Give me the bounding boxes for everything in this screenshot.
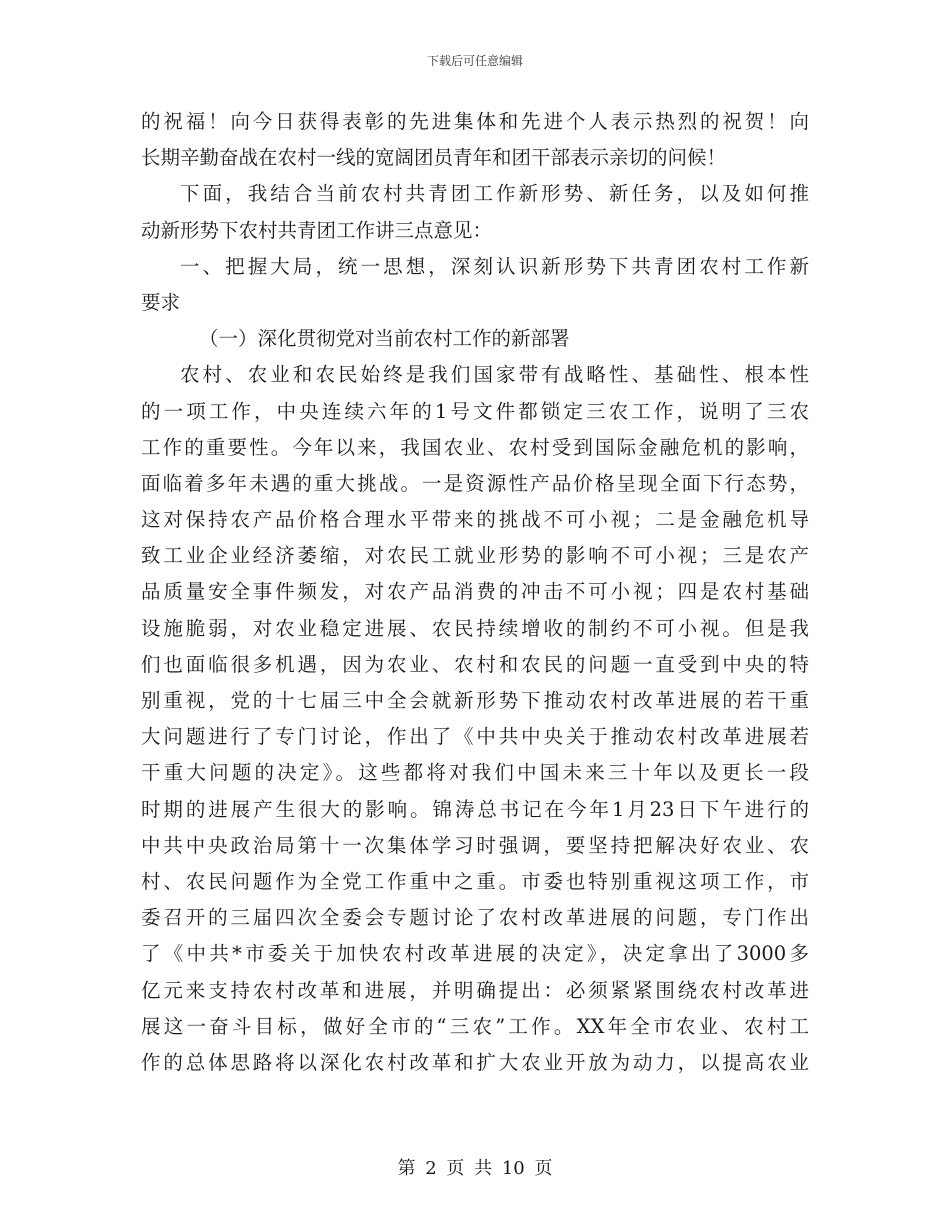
body-line: 时期的进展产生很大的影响。锦涛总书记在今年1月23日下午进行的: [141, 797, 809, 821]
body-line: 的祝福！向今日获得表彰的先进集体和先进个人表示热烈的祝贺！向: [141, 110, 809, 133]
subsection-heading: （一）深化贯彻党对当前农村工作的新部署: [199, 327, 570, 351]
body-line: 工作的重要性。今年以来，我国农业、农村受到国际金融危机的影响，: [141, 435, 809, 459]
body-line: 致工业企业经济萎缩，对农民工就业形势的影响不可小视；三是农产: [141, 544, 809, 568]
body-line: 设施脆弱，对农业稳定进展、农民持续增收的制约不可小视。但是我: [141, 616, 809, 640]
document-body: [141, 104, 809, 1081]
body-line: 这对保持农产品价格合理水平带来的挑战不可小视；二是金融危机导: [141, 508, 809, 532]
body-line: 长期辛勤奋战在农村一线的宽阔团员青年和团干部表示亲切的问候！: [141, 146, 727, 170]
section-heading: 一、把握大局，统一思想，深刻认识新形势下共青团农村工作新: [180, 254, 809, 278]
body-line: 作的总体思路将以深化农村改革和扩大农业开放为动力，以提高农业: [141, 1050, 809, 1074]
body-line: 中共中央政治局第十一次集体学习时强调，要坚持把解决好农业、农: [141, 833, 809, 857]
body-line: 动新形势下农村共青团工作讲三点意见：: [141, 218, 493, 242]
section-heading-cont: 要求: [141, 290, 181, 314]
body-line: 们也面临很多机遇，因为农业、农村和农民的问题一直受到中央的特: [141, 652, 809, 676]
body-line: 面临着多年未遇的重大挑战。一是资源性产品价格呈现全面下行态势，: [141, 471, 809, 495]
paragraph-start: 农村、农业和农民始终是我们国家带有战略性、基础性、根本性: [180, 363, 809, 387]
page-header: 下载后可任意编辑: [426, 54, 523, 68]
page-number: 第 2 页 共 10 页: [397, 1158, 553, 1179]
body-line: 了《中共*市委关于加快农村改革进展的决定》，决定拿出了3000多: [141, 942, 809, 966]
body-line: 亿元来支持农村改革和进展，并明确提出：必须紧紧围绕农村改革进: [141, 978, 809, 1002]
body-line: 展这一奋斗目标，做好全市的“三农”工作。XX年全市农业、农村工: [141, 1014, 809, 1038]
body-line: 品质量安全事件频发，对农产品消费的冲击不可小视；四是农村基础: [141, 580, 809, 604]
body-line: 的一项工作，中央连续六年的1号文件都锁定三农工作，说明了三农: [141, 399, 809, 423]
body-line: 大问题进行了专门讨论，作出了《中共中央关于推动农村改革进展若: [141, 725, 809, 749]
body-line: 干重大问题的决定》。这些都将对我们中国未来三十年以及更长一段: [141, 761, 809, 785]
body-line: 别重视，党的十七届三中全会就新形势下推动农村改革进展的若干重: [141, 689, 809, 712]
body-line: 村、农民问题作为全党工作重中之重。市委也特别重视这项工作，市: [141, 869, 809, 893]
body-line: 委召开的三届四次全委会专题讨论了农村改革进展的问题，专门作出: [141, 906, 809, 930]
paragraph-start: 下面，我结合当前农村共青团工作新形势、新任务，以及如何推: [180, 182, 809, 206]
